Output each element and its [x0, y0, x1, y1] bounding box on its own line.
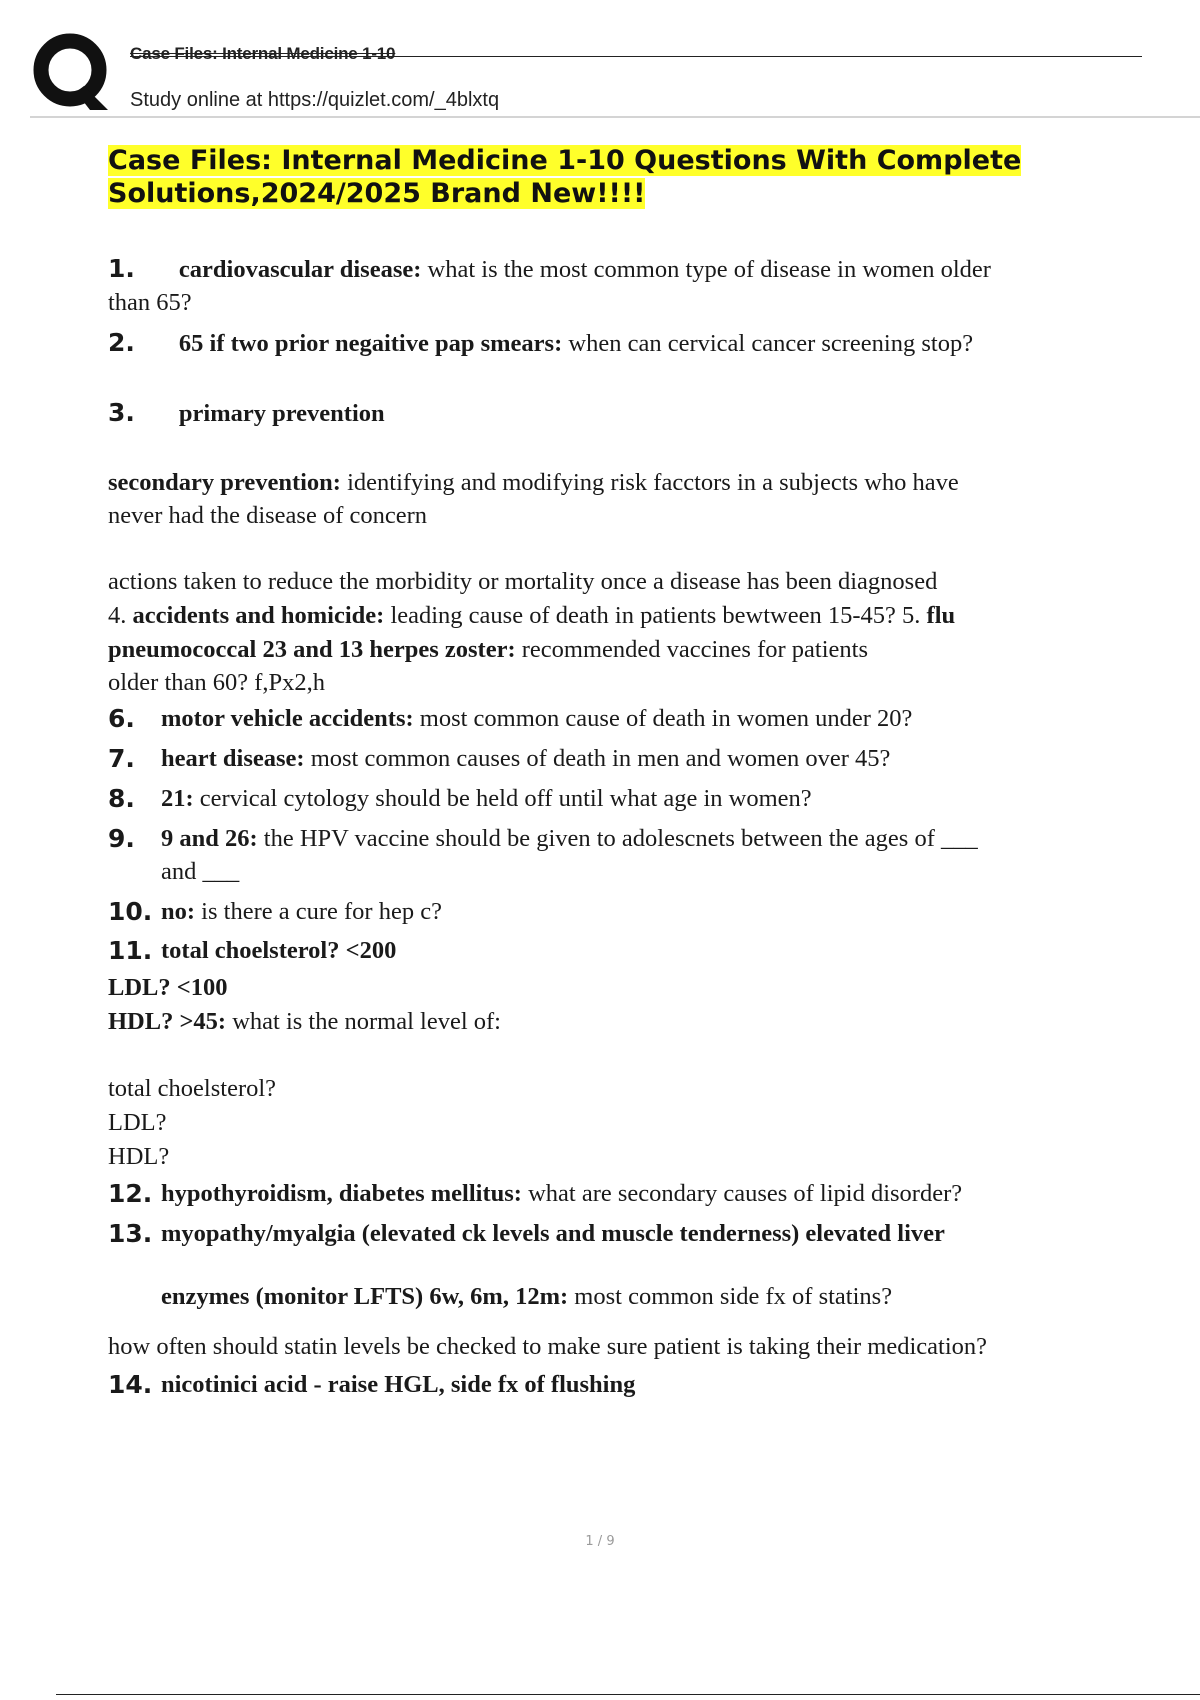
item-definition-cont: older than 60? f,Px2,h	[108, 669, 326, 696]
item-term: accidents and homicide:	[132, 602, 385, 629]
item-definition: what are secondary causes of lipid disorder?	[521, 1180, 963, 1207]
item-3-secondary	[108, 466, 1123, 532]
item-11-hdl	[108, 1005, 1123, 1038]
header-divider	[30, 116, 1200, 118]
item-number: 2.	[108, 328, 135, 357]
item-1	[108, 252, 1123, 319]
item-definition: cervical cytology should be held off until what age in women?	[193, 785, 812, 812]
item-definition: most common causes of death in men and women over 45?	[304, 745, 891, 772]
item-number: 1.	[108, 254, 135, 283]
item-4	[108, 599, 1123, 632]
item-term: secondary prevention:	[108, 469, 341, 496]
item-definition-cont: and ___	[161, 858, 240, 885]
item-term: HDL? >45:	[108, 1008, 227, 1035]
item-definition: is there a cure for hep c?	[195, 898, 442, 925]
item-definition: most common cause of death in women under 20?	[413, 705, 913, 732]
document-title	[108, 144, 1128, 210]
item-definition: LDL?	[108, 1109, 167, 1136]
item-definition: identifying and modifying risk facctors in a subjects who have	[340, 469, 959, 496]
item-definition: total choelsterol?	[108, 1075, 277, 1102]
item-term: nicotinici acid - raise HGL, side fx of flushing	[161, 1371, 636, 1398]
item-term: hypothyroidism, diabetes mellitus:	[161, 1180, 522, 1207]
item-definition: HDL?	[108, 1143, 170, 1170]
page-number: 1 / 9	[585, 1534, 615, 1549]
item-term: 65 if two prior negaitive pap smears:	[178, 330, 563, 357]
item-5	[108, 633, 1123, 699]
item-number: 8.	[108, 784, 135, 813]
item-definition: the HPV vaccine should be given to adolescnets between the ages of ___	[257, 825, 978, 852]
item-number: 13.	[108, 1219, 153, 1248]
item-term: cardiovascular disease:	[178, 256, 422, 283]
item-definition-cont: never had the disease of concern	[108, 502, 428, 529]
item-number: 7.	[108, 744, 135, 773]
item-definition: what is the most common type of disease in women older	[421, 256, 991, 283]
item-term: total choelsterol? <200	[161, 937, 397, 964]
item-11-sub2	[108, 1106, 1123, 1139]
item-term-cont: enzymes (monitor LFTS) 6w, 6m, 12m:	[161, 1283, 569, 1310]
item-3-actions	[108, 565, 1123, 598]
item-number: 14.	[108, 1370, 153, 1399]
item-definition: leading cause of death in patients bewtween 15-45? 5.	[384, 602, 921, 629]
header-title: Case Files: Internal Medicine 1-10	[130, 44, 396, 63]
item-number: 9.	[108, 824, 135, 853]
item-definition: when can cervical cancer screening stop?	[562, 330, 974, 357]
item-definition: how often should statin levels be checked to make sure patient is taking their medication?	[108, 1333, 988, 1360]
item-number: 12.	[108, 1179, 153, 1208]
item-term: primary prevention	[178, 400, 385, 427]
item-definition: recommended vaccines for patients	[515, 636, 868, 663]
item-2	[108, 326, 1123, 360]
item-11-ldl	[108, 971, 1123, 1004]
item-13-cont	[108, 1330, 1123, 1363]
item-number: 3.	[108, 398, 135, 427]
item-number: 11.	[108, 936, 153, 965]
item-term: heart disease:	[161, 745, 305, 772]
item-term: 9 and 26:	[161, 825, 258, 852]
item-number: 4.	[108, 602, 127, 629]
title-line-2: Solutions,2024/2025 Brand New!!!!	[108, 178, 646, 209]
item-definition: most common side fx of statins?	[568, 1283, 893, 1310]
item-definition: actions taken to reduce the morbidity or mortality once a disease has been diagnosed	[108, 568, 938, 595]
item-term: pneumococcal 23 and 13 herpes zoster:	[108, 636, 516, 663]
item-9	[108, 822, 1123, 888]
item-number: 10.	[108, 897, 153, 926]
title-line-1: Case Files: Internal Medicine 1-10 Questions With Complete	[108, 145, 1022, 176]
item-definition: what is the normal level of:	[226, 1008, 501, 1035]
item-term: myopathy/myalgia (elevated ck levels and muscle tenderness) elevated liver	[161, 1220, 945, 1247]
item-term: 21:	[161, 785, 194, 812]
item-11-sub3	[108, 1140, 1123, 1173]
item-term: no:	[161, 898, 196, 925]
item-11-sub1	[108, 1072, 1123, 1105]
item-3	[108, 396, 1123, 430]
study-online-link[interactable]: Study online at https://quizlet.com/_4blxtq	[130, 89, 500, 111]
item-term: LDL? <100	[108, 974, 228, 1001]
item-term-next: flu	[920, 602, 956, 629]
quizlet-logo-icon	[32, 30, 114, 112]
item-number: 6.	[108, 704, 135, 733]
item-term: motor vehicle accidents:	[161, 705, 414, 732]
item-definition-cont: than 65?	[108, 289, 192, 316]
footer-rule	[56, 1694, 1200, 1695]
item-13	[108, 1217, 1123, 1317]
header-rule	[130, 56, 1142, 57]
